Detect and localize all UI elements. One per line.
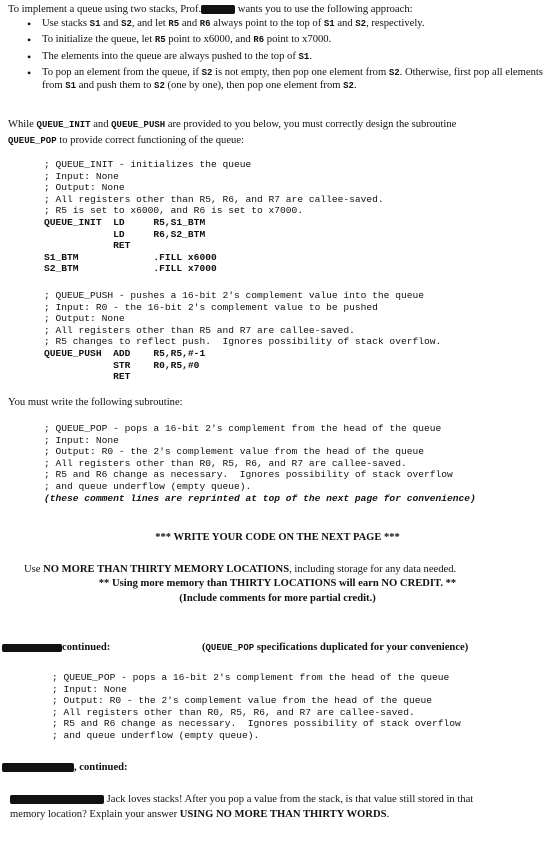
continued-header-1 [2, 641, 552, 654]
bullet-text: and [179, 18, 200, 29]
code-token: S2 [201, 67, 213, 78]
while-text-4: to provide correct functioning of the queue: [56, 135, 244, 146]
bullet-text: and [100, 18, 122, 29]
code-line: ; All registers other than R0, R5, R6, and R7 are callee-saved. [44, 457, 407, 469]
limit-text-c: , including storage for any data needed. [289, 564, 457, 575]
approach-list [24, 17, 544, 95]
while-text-2: and [90, 119, 112, 130]
code-queue-pop-spec [44, 423, 476, 504]
code-token: S2 [343, 81, 354, 91]
bullet-text: The elements into the queue are always pushed to the top of [42, 50, 299, 62]
final-question: Jack loves stacks! After you pop a value from the stack, is that value still stored in that memory location? Explain your answer USING NO MORE THAN THIRTY WORDS. [10, 794, 474, 820]
code-token: S1 [89, 19, 101, 29]
code-line: ; and queue underflow (empty queue). [52, 729, 260, 741]
bullet-text: To initialize the queue, let [42, 34, 155, 46]
bullet-text: is not empty, then pop one element from [212, 66, 389, 78]
while-text-1: While [8, 119, 37, 130]
code-line: ; All registers other than R0, R5, R6, and R7 are callee-saved. [52, 706, 415, 718]
bullet-dot-icon: • [27, 49, 32, 64]
limit-text-a: Use [24, 564, 44, 575]
final-question-line-2a: memory location? Explain your answer [10, 808, 180, 820]
approach-bullet [24, 33, 544, 46]
code-line: ; QUEUE_POP - pops a 16-bit 2's complement from the head of the queue [44, 423, 442, 434]
code-queue-push [44, 290, 441, 383]
code-line: RET [44, 371, 131, 383]
code-line: LD R6,S2_BTM [44, 228, 206, 240]
code-ref-pop: QUEUE_POP [8, 136, 57, 146]
code-line: QUEUE_PUSH ADD R5,R5,#-1 [44, 347, 206, 359]
code-line: ; Input: None [44, 434, 119, 446]
write-code-notice: *** WRITE YOUR CODE ON THE NEXT PAGE *** [155, 532, 400, 543]
code-line: ; Output: R0 - the 2's complement value from the head of the queue [52, 695, 432, 707]
intro-text-end: wants you to use the following approach: [235, 4, 413, 15]
code-token: R6 [253, 35, 265, 46]
code-token: S2 [154, 81, 165, 91]
continued-label-2: , continued: [74, 762, 128, 773]
code-token: S2 [121, 19, 132, 29]
continued-header-2 [2, 761, 128, 774]
bullet-text: Use stacks [42, 18, 90, 29]
code-line: ; Output: None [44, 182, 125, 194]
bullet-dot-icon: • [27, 17, 32, 31]
code-token: R5 [154, 35, 166, 46]
redaction-mark [201, 5, 235, 14]
bullet-dot-icon: • [27, 33, 32, 48]
code-queue-pop-spec-dup [52, 672, 461, 742]
redaction-mark [10, 795, 104, 804]
bullet-text: always point to the top of [210, 18, 324, 29]
code-token: S2 [388, 67, 400, 78]
bullet-dot-icon: • [27, 65, 32, 80]
bullet-text: (one by one), then pop one element from [164, 80, 344, 91]
bullet-text: To pop an element from the queue, if [42, 66, 202, 78]
code-line: ; R5 changes to reflect push. Ignores possibility of stack overflow. [44, 336, 442, 348]
comments-hint: (Include comments for more partial credit.) [179, 593, 376, 604]
while-text-3: are provided to you below, you must correctly design the subroutine [165, 119, 457, 130]
code-line: ; QUEUE_PUSH - pushes a 16-bit 2's complement value into the queue [44, 290, 424, 301]
intro-line [8, 3, 548, 16]
approach-bullet [24, 66, 544, 93]
code-line: QUEUE_INIT LD R5,S1_BTM [44, 216, 206, 228]
code-line: S2_BTM .FILL x7000 [44, 263, 217, 275]
word-limit: USING NO MORE THAN THIRTY WORDS [179, 808, 387, 820]
code-token: S1 [323, 19, 335, 29]
bullet-text: . [353, 80, 357, 91]
code-line: ; Input: None [52, 683, 127, 695]
code-line: STR R0,R5,#0 [44, 359, 200, 371]
bullet-text: , respectively. [366, 18, 425, 29]
continued-label-1: continued: [62, 642, 111, 653]
code-line: ; R5 is set to x6000, and R6 is set to x7000. [44, 205, 304, 217]
code-line: ; R5 and R6 change as necessary. Ignores possibility of stack overflow [52, 718, 461, 730]
memory-limit-line [24, 563, 544, 576]
bullet-text: and push them to [76, 80, 155, 91]
spec-duplicate-note: (QUEUE_POP specifications duplicated for your convenience) [202, 642, 469, 653]
code-line: RET [44, 240, 131, 252]
bullet-text: , and let [131, 18, 169, 29]
code-token: S1 [298, 51, 310, 62]
bullet-text: . [309, 50, 312, 62]
bullet-text: point to x6000, and [165, 34, 254, 46]
redaction-mark [2, 644, 62, 652]
must-write-text: You must write the following subroutine: [8, 397, 183, 408]
code-token: R5 [168, 19, 180, 29]
redaction-mark [2, 763, 74, 772]
code-line: ; and queue underflow (empty queue). [44, 480, 252, 492]
code-ref-init: QUEUE_INIT [36, 120, 91, 130]
code-line: ; Output: None [44, 313, 125, 325]
bullet-text: and [334, 18, 356, 29]
code-token: S1 [65, 81, 77, 91]
bullet-text: . Otherwise, first pop all elements from [42, 66, 543, 91]
code-queue-init [44, 159, 384, 275]
code-token: R6 [199, 19, 211, 29]
code-line: ; All registers other than R5 and R7 are callee-saved. [44, 324, 355, 336]
code-line: ; QUEUE_INIT - initializes the queue [44, 159, 252, 170]
final-question-line-1: Jack loves stacks! After you pop a value from the stack, is that value still stored in that [106, 794, 474, 805]
limit-text-b: NO MORE THAN THIRTY MEMORY LOCATIONS [43, 564, 290, 575]
approach-bullet [24, 17, 544, 30]
while-paragraph [8, 117, 548, 149]
code-line: ; Input: None [44, 170, 119, 182]
bullet-text: point to x7000. [264, 34, 332, 46]
intro-text-start: To implement a queue using two stacks, Prof. [8, 4, 202, 15]
code-ref-push: QUEUE_PUSH [111, 120, 166, 130]
no-credit-warning: ** Using more memory than THIRTY LOCATIONS will earn NO CREDIT. ** [98, 578, 457, 589]
code-line: ; QUEUE_POP - pops a 16-bit 2's complement from the head of the queue [52, 672, 450, 683]
code-line: ; Output: R0 - the 2's complement value from the head of the queue [44, 446, 424, 458]
code-line: ; Input: R0 - the 16-bit 2's complement value to be pushed [44, 301, 378, 313]
code-line: ; R5 and R6 change as necessary. Ignores possibility of stack overflow [44, 469, 453, 481]
approach-bullet [24, 50, 544, 63]
code-line: ; All registers other than R5, R6, and R7 are callee-saved. [44, 193, 384, 205]
code-ref-pop-2: QUEUE_POP [205, 643, 255, 653]
code-line: S1_BTM .FILL x6000 [44, 251, 217, 263]
code-token: S2 [355, 19, 367, 29]
code-line: (these comment lines are reprinted at top of the next page for convenience) [44, 492, 476, 504]
